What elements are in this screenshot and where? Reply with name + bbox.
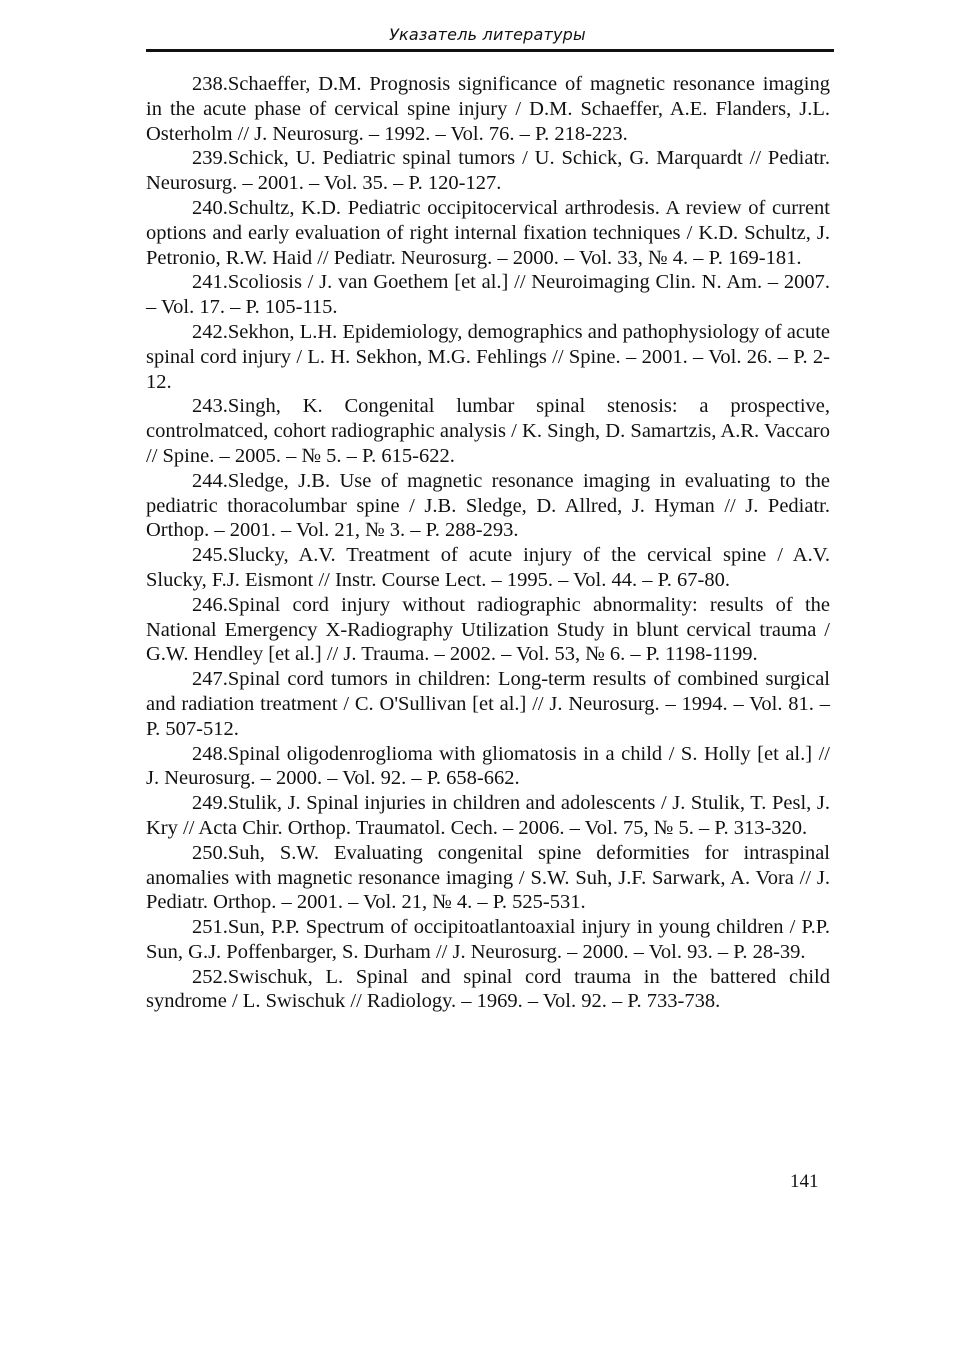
header-rule	[146, 49, 834, 52]
reference-entry: 242.Sekhon, L.H. Epidemiology, demographics and pathophysiology of acute spinal cord injury / L. H. Sekhon, M.G. Fehlings // Spine. – 2001. – Vol. 26. – P. 2-12.	[146, 320, 830, 393]
reference-entry: 246.Spinal cord injury without radiographic abnormality: results of the National Emergency X-Radiography Utilization Study in blunt cervical trauma / G.W. Hendley [et al.] // J. Trauma. – 2002. – Vol. 53, № 6. – P. 1198-1199.	[146, 593, 830, 666]
reference-list	[146, 72, 830, 1014]
reference-entry: 241.Scoliosis / J. van Goethem [et al.] // Neuroimaging Clin. N. Am. – 2007. – Vol. 17. – P. 105-115.	[146, 271, 830, 319]
reference-entry: 243.Singh, K. Congenital lumbar spinal stenosis: a prospective, controlmatced, cohort radiographic analysis / K. Singh, D. Samartzis, A.R. Vaccaro // Spine. – 2005. – № 5. – P. 615-622.	[146, 395, 830, 467]
reference-entry: 247.Spinal cord tumors in children: Long-term results of combined surgical and radiation treatment / C. O'Sullivan [et al.] // J. Neurosurg. – 1994. – Vol. 81. – P. 507-512.	[146, 668, 830, 740]
reference-entry: 238.Schaeffer, D.M. Prognosis significance of magnetic resonance imaging in the acute phase of cervical spine injury / D.M. Schaeffer, A.E. Flanders, J.L. Osterholm // J. Neurosurg. – 1992. – Vol. 76. – P. 218-223.	[146, 73, 830, 145]
reference-entry: 244.Sledge, J.B. Use of magnetic resonance imaging in evaluating to the pediatric thoracolumbar spine / J.B. Sledge, D. Allred, J. Hyman // J. Pediatr. Orthop. – 2001. – Vol. 21, № 3. – P. 288-293.	[146, 469, 830, 542]
running-header: Указатель литературы	[389, 25, 586, 44]
reference-entry: 239.Schick, U. Pediatric spinal tumors / U. Schick, G. Marquardt // Pediatr. Neurosurg. – 2001. – Vol. 35. – P. 120-127.	[146, 147, 830, 195]
reference-entry: 249.Stulik, J. Spinal injuries in children and adolescents / J. Stulik, T. Pesl, J. Kry // Acta Chir. Orthop. Traumatol. Cech. – 2006. – Vol. 75, № 5. – P. 313-320.	[146, 792, 830, 839]
reference-entry: 240.Schultz, K.D. Pediatric occipitocervical arthrodesis. A review of current options and early evaluation of right internal fixation techniques / K.D. Schultz, J. Petronio, R.W. Haid // Pediatr. Neurosurg. – 2000. – Vol. 33, № 4. – P. 169-181.	[146, 196, 830, 269]
reference-entry: 245.Slucky, A.V. Treatment of acute injury of the cervical spine / A.V. Slucky, F.J. Eismont // Instr. Course Lect. – 1995. – Vol. 44. – P. 67-80.	[146, 544, 830, 591]
reference-entry: 250.Suh, S.W. Evaluating congenital spine deformities for intraspinal anomalies with magnetic resonance imaging / S.W. Suh, J.F. Sarwark, A. Vora // J. Pediatr. Orthop. – 2001. – Vol. 21, № 4. – P. 525-531.	[146, 841, 830, 914]
reference-entry: 248.Spinal oligodenroglioma with gliomatosis in a child / S. Holly [et al.] // J. Neurosurg. – 2000. – Vol. 92. – P. 658-662.	[146, 742, 830, 790]
reference-entry: 251.Sun, P.P. Spectrum of occipitoatlantoaxial injury in young children / P.P. Sun, G.J. Poffenbarger, S. Durham // J. Neurosurg. – 2000. – Vol. 93. – P. 28-39.	[146, 916, 830, 963]
page-number: 141	[790, 1171, 819, 1192]
reference-entry: 252.Swischuk, L. Spinal and spinal cord trauma in the battered child syndrome / L. Swischuk // Radiology. – 1969. – Vol. 92. – P. 733-738.	[146, 965, 830, 1013]
